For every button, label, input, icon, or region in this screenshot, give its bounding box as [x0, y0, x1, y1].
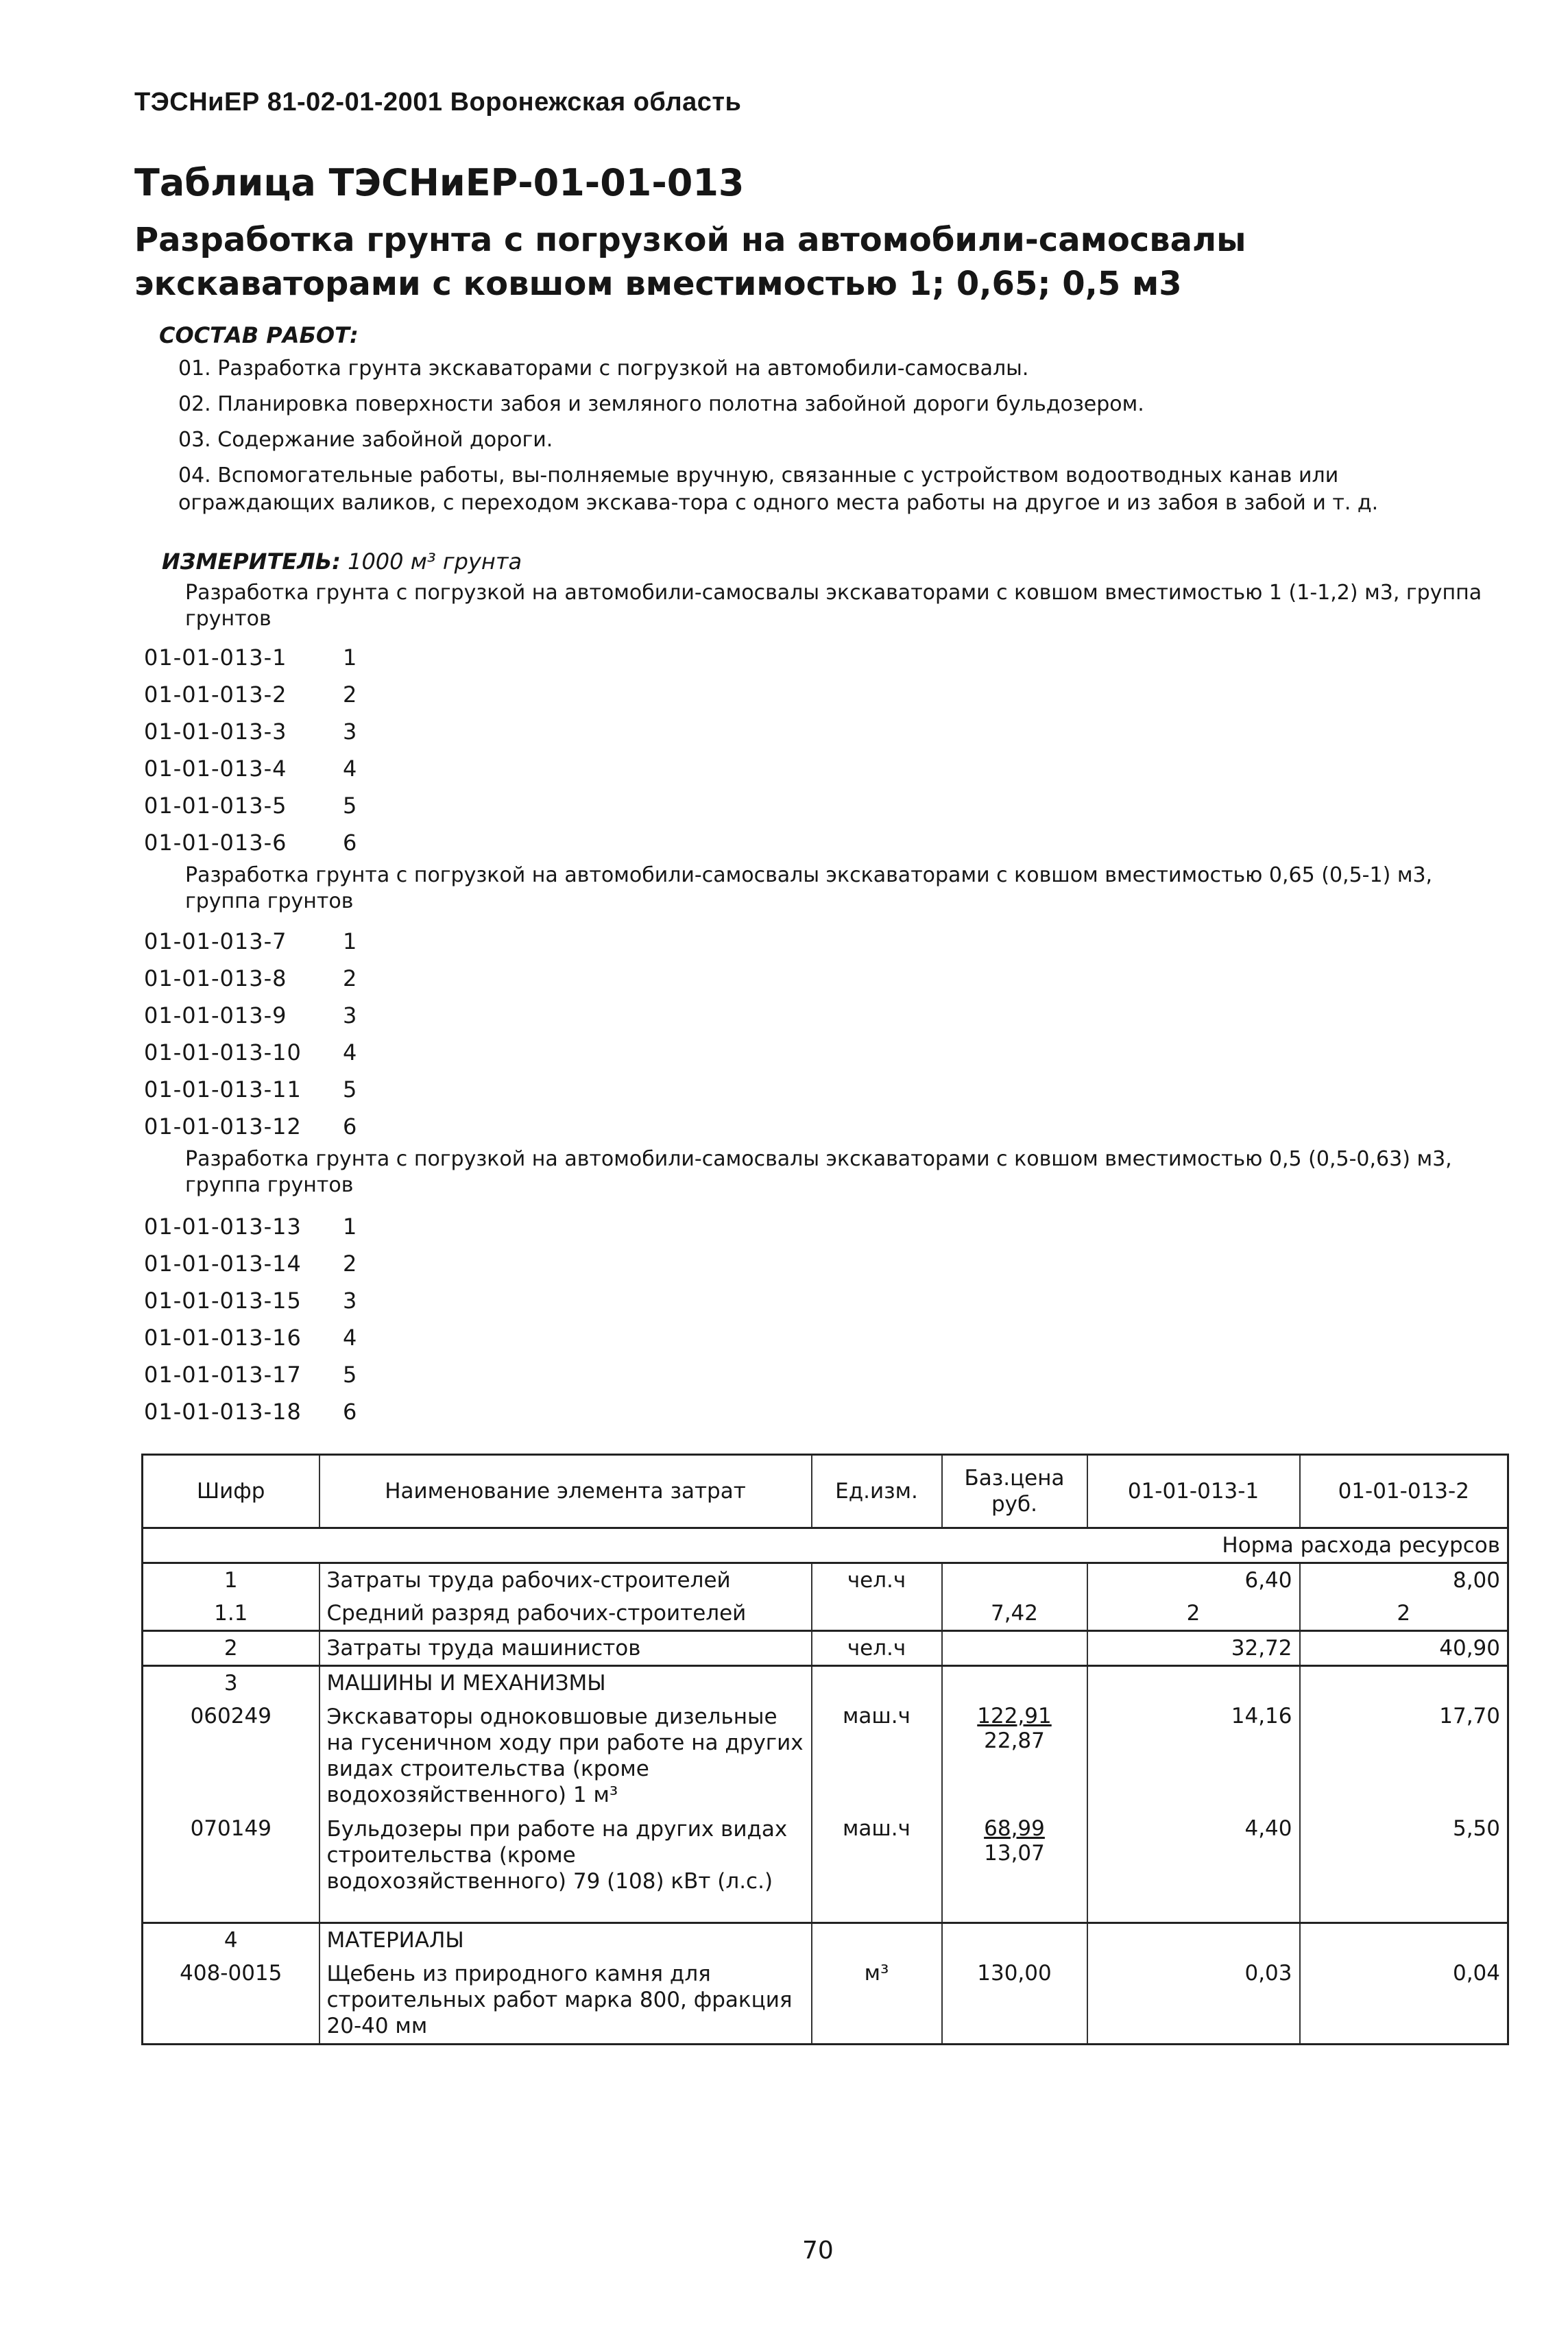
code: 01-01-013-8 — [144, 965, 287, 991]
measurement-unit — [162, 549, 522, 575]
code: 01-01-013-16 — [144, 1325, 302, 1351]
row-shifr: 3 — [143, 1666, 319, 1700]
row-price — [942, 1563, 1087, 1598]
soil-group: 6 — [343, 1113, 358, 1140]
code: 01-01-013-9 — [144, 1002, 287, 1028]
code: 01-01-013-15 — [144, 1288, 302, 1314]
norm-row — [143, 1528, 1508, 1563]
price-total: 68,99 — [984, 1816, 1045, 1841]
price-wage: 13,07 — [984, 1841, 1045, 1866]
table-section-row — [143, 1666, 1508, 1700]
code-line — [144, 1251, 358, 1277]
code-line — [144, 719, 358, 745]
soil-group: 1 — [343, 644, 358, 671]
row-price: 130,00 — [942, 1957, 1087, 2045]
row-shifr: 408-0015 — [143, 1957, 319, 2045]
table-row — [143, 1597, 1508, 1631]
code-line — [144, 1325, 358, 1351]
table-row — [143, 1812, 1508, 1923]
row-price: 7,42 — [942, 1597, 1087, 1631]
header-unit: Ед.изм. — [812, 1455, 942, 1528]
row-price — [942, 1812, 1087, 1923]
code: 01-01-013-13 — [144, 1214, 302, 1240]
section-heading: Разработка грунта с погрузкой на автомобили-самосвалы экскаваторами с ковшом вместимостью 1; 0,65; 0,5 м3 — [134, 221, 1246, 303]
soil-group: 1 — [343, 1214, 358, 1240]
soil-group: 4 — [343, 1325, 358, 1351]
soil-group: 4 — [343, 756, 358, 782]
row-value-1: 0,03 — [1087, 1957, 1300, 2045]
code-line — [144, 1214, 358, 1240]
row-value-2: 0,04 — [1300, 1957, 1508, 2045]
resource-table — [141, 1454, 1509, 2045]
soil-group: 4 — [343, 1039, 358, 1065]
row-name: Экскаваторы одноковшовые дизельные на гусеничном ходу при работе на других видах строительства (кроме водохозяйственного) 1 м³ — [319, 1700, 812, 1812]
row-name: Затраты труда рабочих-строителей — [319, 1563, 812, 1598]
soil-group: 5 — [343, 793, 358, 819]
row-shifr: 060249 — [143, 1700, 319, 1812]
header-col1: 01-01-013-1 — [1087, 1455, 1300, 1528]
row-name: МАТЕРИАЛЫ — [319, 1923, 812, 1957]
group-description: Разработка грунта с погрузкой на автомобили-самосвалы экскаваторами с ковшом вместимостью 0,65 (0,5-1) м3, группа грунтов — [185, 863, 1433, 913]
code: 01-01-013-7 — [144, 928, 287, 954]
row-name: Затраты труда машинистов — [319, 1631, 812, 1666]
page-number: 70 — [802, 2237, 834, 2265]
code: 01-01-013-3 — [144, 719, 287, 745]
code-line — [144, 928, 358, 954]
row-value-1: 2 — [1087, 1597, 1300, 1631]
code: 01-01-013-12 — [144, 1113, 302, 1140]
code: 01-01-013-18 — [144, 1399, 302, 1425]
soil-group: 6 — [343, 830, 358, 856]
table-row — [143, 1631, 1508, 1666]
row-shifr: 2 — [143, 1631, 319, 1666]
row-shifr: 4 — [143, 1923, 319, 1957]
row-name: МАШИНЫ И МЕХАНИЗМЫ — [319, 1666, 812, 1700]
row-value-1: 14,16 — [1087, 1700, 1300, 1812]
row-unit — [812, 1597, 942, 1631]
work-composition-label: СОСТАВ РАБОТ: — [159, 322, 359, 348]
soil-group: 2 — [343, 682, 358, 708]
code-line — [144, 1113, 358, 1140]
code-line — [144, 644, 358, 671]
work-item: 04. Вспомогательные работы, вы-полняемые вручную, связанные с устройством водоотводных канав или ограждающих валиков, с переходом экскава-тора с одного места работы на другое и из забоя в забой и т. д. — [178, 463, 1379, 515]
code-line — [144, 830, 358, 856]
row-value-2: 5,50 — [1300, 1812, 1508, 1923]
table-row — [143, 1700, 1508, 1812]
row-price — [942, 1700, 1087, 1812]
row-name: Щебень из природного камня для строительных работ марка 800, фракция 20-40 мм — [319, 1957, 812, 2045]
row-value-2: 40,90 — [1300, 1631, 1508, 1666]
code-line — [144, 793, 358, 819]
code-line — [144, 1002, 358, 1028]
soil-group: 2 — [343, 1251, 358, 1277]
row-unit: чел.ч — [812, 1563, 942, 1598]
row-unit: м³ — [812, 1957, 942, 2045]
table-title: Таблица ТЭСНиЕР-01-01-013 — [134, 161, 745, 204]
code-line — [144, 756, 358, 782]
soil-group: 6 — [343, 1399, 358, 1425]
row-unit: маш.ч — [812, 1700, 942, 1812]
group-description: Разработка грунта с погрузкой на автомобили-самосвалы экскаваторами с ковшом вместимостью 1 (1-1,2) м3, группа грунтов — [185, 581, 1482, 631]
soil-group: 5 — [343, 1362, 358, 1388]
code: 01-01-013-4 — [144, 756, 287, 782]
code: 01-01-013-5 — [144, 793, 287, 819]
work-item: 01. Разработка грунта экскаваторами с погрузкой на автомобили-самосвалы. — [178, 357, 1029, 381]
code-line — [144, 1362, 358, 1388]
code-line — [144, 682, 358, 708]
price-wage: 22,87 — [984, 1728, 1045, 1753]
work-item: 03. Содержание забойной дороги. — [178, 428, 553, 452]
code: 01-01-013-11 — [144, 1076, 302, 1102]
code-line — [144, 1039, 358, 1065]
code-line — [144, 1399, 358, 1425]
price-total: 122,91 — [977, 1704, 1052, 1728]
row-name: Бульдозеры при работе на других видах строительства (кроме водохозяйственного) 79 (108) кВт (л.с.) — [319, 1812, 812, 1923]
soil-group: 3 — [343, 719, 358, 745]
measurement-value: 1000 м³ грунта — [348, 549, 522, 575]
page-header: ТЭСНиЕР 81-02-01-2001 Воронежская область — [134, 88, 742, 117]
code-line — [144, 1288, 358, 1314]
table-row — [143, 1563, 1508, 1598]
row-value-1: 6,40 — [1087, 1563, 1300, 1598]
table-header-row — [143, 1455, 1508, 1528]
row-value-1: 4,40 — [1087, 1812, 1300, 1923]
soil-group: 2 — [343, 965, 358, 991]
group-description: Разработка грунта с погрузкой на автомобили-самосвалы экскаваторами с ковшом вместимостью 0,5 (0,5-0,63) м3, группа грунтов — [185, 1147, 1452, 1197]
soil-group: 5 — [343, 1076, 358, 1102]
soil-group: 1 — [343, 928, 358, 954]
row-price — [942, 1631, 1087, 1666]
table-row — [143, 1957, 1508, 2045]
code: 01-01-013-2 — [144, 682, 287, 708]
code: 01-01-013-6 — [144, 830, 287, 856]
row-value-2: 2 — [1300, 1597, 1508, 1631]
header-shifr: Шифр — [143, 1455, 319, 1528]
header-name: Наименование элемента затрат — [319, 1455, 812, 1528]
row-value-2: 8,00 — [1300, 1563, 1508, 1598]
measurement-label: ИЗМЕРИТЕЛЬ: — [162, 549, 341, 575]
row-value-2: 17,70 — [1300, 1700, 1508, 1812]
row-unit: маш.ч — [812, 1812, 942, 1923]
code: 01-01-013-10 — [144, 1039, 302, 1065]
code: 01-01-013-17 — [144, 1362, 302, 1388]
code: 01-01-013-1 — [144, 644, 287, 671]
table-section-row — [143, 1923, 1508, 1957]
header-price: Баз.цена руб. — [942, 1455, 1087, 1528]
row-shifr: 1 — [143, 1563, 319, 1598]
soil-group: 3 — [343, 1002, 358, 1028]
code-line — [144, 1076, 358, 1102]
row-value-1: 32,72 — [1087, 1631, 1300, 1666]
work-item: 02. Планировка поверхности забоя и земляного полотна забойной дороги бульдозером. — [178, 392, 1144, 416]
norm-label: Норма расхода ресурсов — [143, 1528, 1508, 1563]
row-shifr: 070149 — [143, 1812, 319, 1923]
row-shifr: 1.1 — [143, 1597, 319, 1631]
row-unit: чел.ч — [812, 1631, 942, 1666]
soil-group: 3 — [343, 1288, 358, 1314]
code: 01-01-013-14 — [144, 1251, 302, 1277]
row-name: Средний разряд рабочих-строителей — [319, 1597, 812, 1631]
header-col2: 01-01-013-2 — [1300, 1455, 1508, 1528]
code-line — [144, 965, 358, 991]
